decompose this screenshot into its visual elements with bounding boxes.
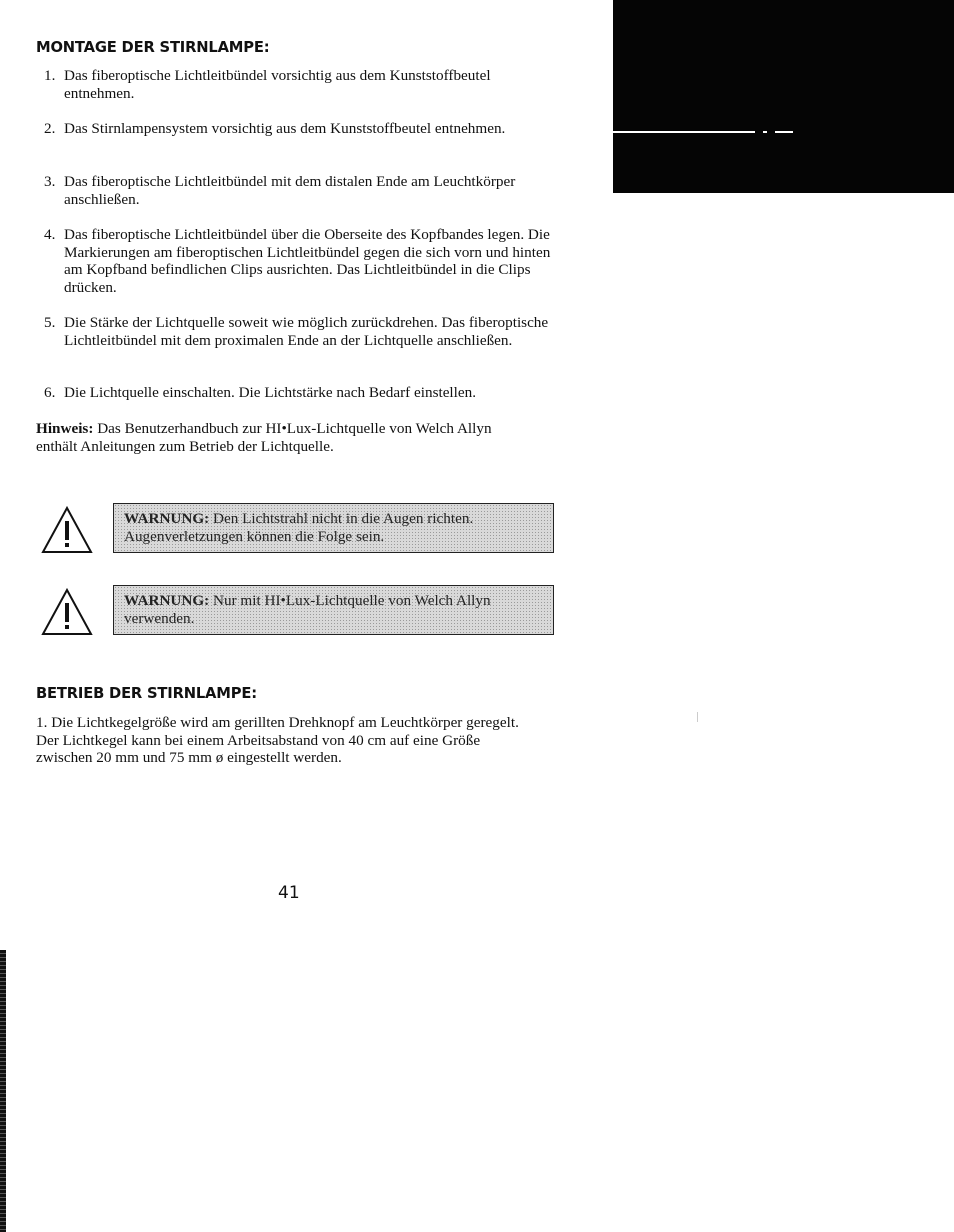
note-label: Hinweis:: [36, 420, 94, 437]
warning-text: Den Lichtstrahl nicht in die Augen richten. Augenverletzungen können die Folge sein.: [124, 510, 474, 545]
warning-row: [40, 503, 560, 559]
list-item-text: Das fiberoptische Lichtleitbündel über die Oberseite des Kopfbandes legen. Die Markierungen am fiberoptischen Lichtleitbündel gegen die sich vorn und hinten am Kopfband befindlichen Clips ausrichten. Das Lichtleitbündel in die Clips drücken.: [64, 226, 551, 296]
warning-triangle-icon: [40, 587, 94, 637]
list-item: [44, 226, 564, 296]
scan-edge-mark: [0, 950, 6, 1232]
list-item-text: Das fiberoptische Lichtleitbündel vorsichtig aus dem Kunststoffbeutel entnehmen.: [64, 67, 491, 102]
list-item: [44, 314, 564, 349]
section-heading-betrieb: BETRIEB DER STIRNLAMPE:: [36, 684, 257, 702]
note-text: Das Benutzerhandbuch zur HI•Lux-Lichtquelle von Welch Allyn enthält Anleitungen zum Betrieb der Lichtquelle.: [36, 420, 492, 455]
list-item-number: 1.: [44, 67, 56, 84]
betrieb-paragraph: 1. Die Lichtkegelgröße wird am gerillten Drehknopf am Leuchtkörper geregelt. Der Lichtkegel kann bei einem Arbeitsabstand von 40 cm auf eine Größe zwischen 20 mm und 75 mm ø eingestellt werden.: [36, 714, 519, 766]
list-item-number: 4.: [44, 226, 56, 243]
page-number: 41: [278, 883, 300, 903]
list-item-text: Das fiberoptische Lichtleitbündel mit dem distalen Ende am Leuchtkörper anschließen.: [64, 173, 516, 208]
list-item-text: Die Lichtquelle einschalten. Die Lichtstärke nach Bedarf einstellen.: [64, 384, 477, 401]
list-item: [44, 120, 564, 138]
warning-text: Nur mit HI•Lux-Lichtquelle von Welch Allyn verwenden.: [124, 592, 491, 627]
warning-box: [113, 585, 554, 635]
list-item: [44, 384, 564, 402]
warning-triangle-icon: [40, 505, 94, 555]
list-item-number: 5.: [44, 314, 56, 331]
list-item-text: Die Stärke der Lichtquelle soweit wie möglich zurückdrehen. Das fiberoptische Lichtleitbündel mit dem proximalen Ende an der Lichtquelle anschließen.: [64, 314, 549, 349]
warning-box: [113, 503, 554, 553]
list-item-number: 2.: [44, 120, 56, 137]
warning-label: WARNUNG:: [124, 592, 210, 609]
warning-row: [40, 585, 560, 641]
list-item-text: Das Stirnlampensystem vorsichtig aus dem Kunststoffbeutel entnehmen.: [64, 120, 506, 137]
list-item-number: 3.: [44, 173, 56, 190]
scan-speck: [697, 712, 698, 722]
black-tab-panel: [613, 0, 954, 193]
note-paragraph: [36, 420, 536, 455]
panel-rule-long: [613, 131, 755, 133]
panel-rule-short: [775, 131, 793, 133]
list-item: [44, 67, 564, 102]
panel-rule-dot: [763, 131, 767, 133]
list-item: [44, 173, 564, 208]
list-item-number: 6.: [44, 384, 56, 401]
warning-label: WARNUNG:: [124, 510, 210, 527]
section-heading-montage: MONTAGE DER STIRNLAMPE:: [36, 38, 270, 56]
